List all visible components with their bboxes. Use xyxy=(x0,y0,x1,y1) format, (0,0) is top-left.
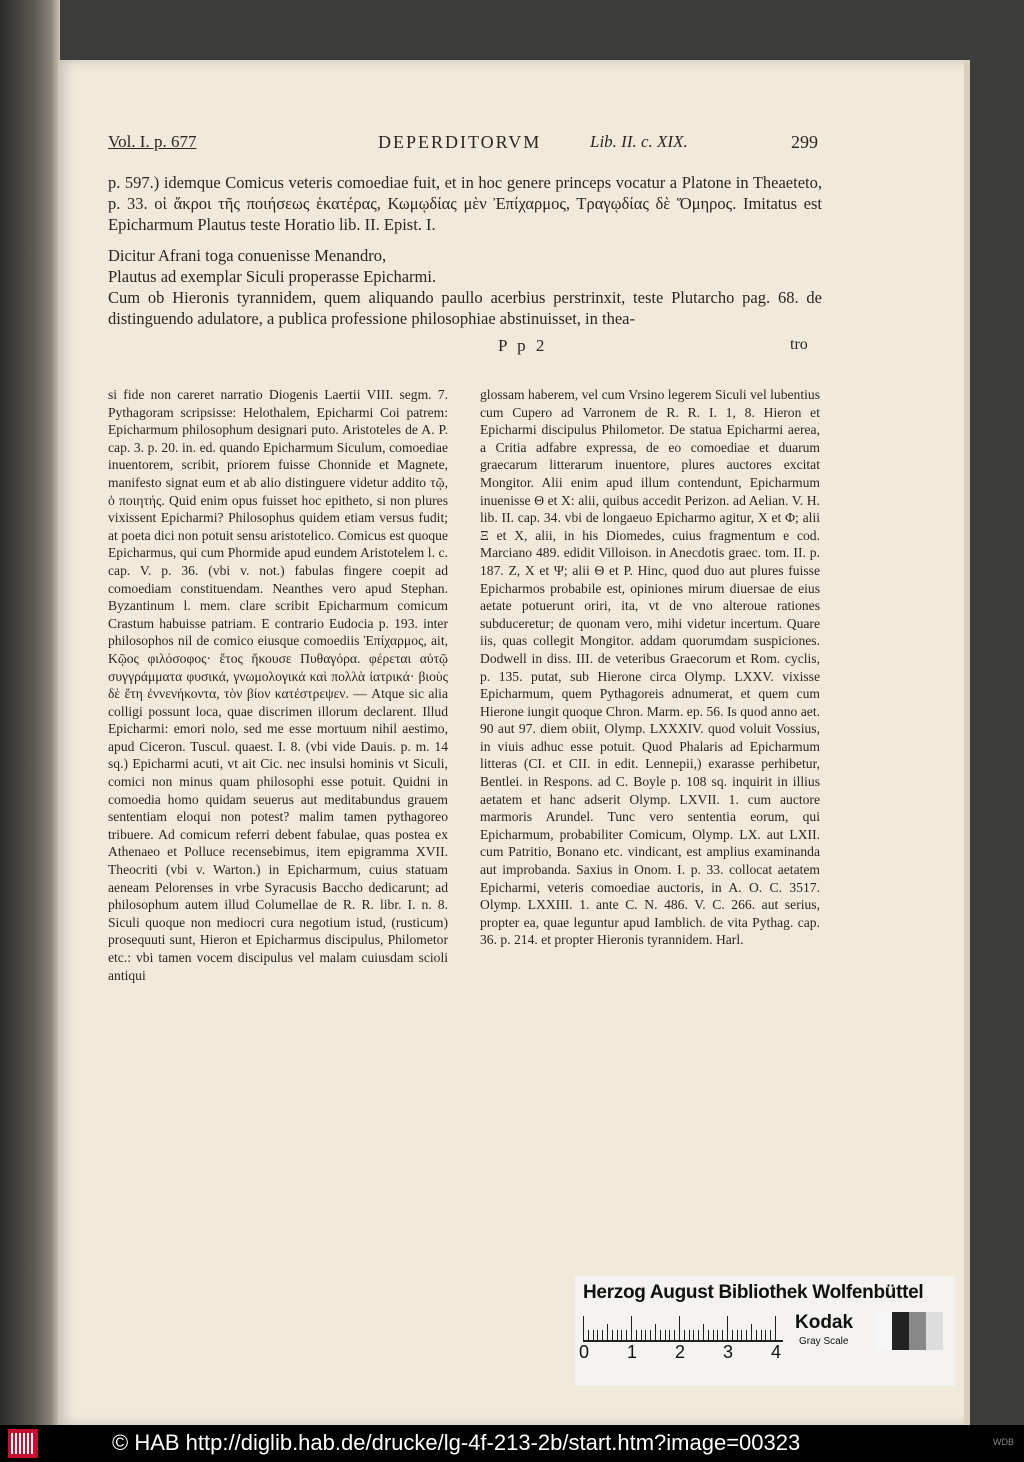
ruler-tick xyxy=(665,1330,666,1340)
ruler-tick xyxy=(732,1330,733,1340)
ruler-number: 0 xyxy=(579,1342,590,1362)
book-spine xyxy=(0,0,60,1425)
catchword: tro xyxy=(790,336,808,353)
ruler-tick xyxy=(770,1330,771,1340)
ruler-tick xyxy=(751,1324,752,1340)
ruler-tick xyxy=(655,1324,656,1340)
ruler-tick xyxy=(641,1330,642,1340)
volume-reference: Vol. I. p. 677 xyxy=(108,132,197,151)
ruler-tick xyxy=(617,1330,618,1340)
ruler-number: 3 xyxy=(723,1342,734,1362)
ruler-tick xyxy=(746,1330,747,1340)
footnote-column-left xyxy=(108,386,448,984)
page-edge xyxy=(964,60,970,1425)
ruler-tick xyxy=(698,1330,699,1340)
running-header xyxy=(108,132,818,158)
ruler-tick xyxy=(650,1330,651,1340)
ruler-tick xyxy=(775,1316,776,1340)
ruler-tick xyxy=(602,1330,603,1340)
ruler-tick xyxy=(583,1316,584,1340)
kodak-brand: Kodak xyxy=(795,1312,854,1333)
paragraph: Cum ob Hieronis tyrannidem, quem aliquando paullo acerbius perstrinxit, teste Plutarcho pag. 68. de distinguendo adulatore, a publica professione philosophiae abstinuisset, in thea- xyxy=(108,288,822,328)
ruler-tick xyxy=(765,1330,766,1340)
ruler-tick xyxy=(645,1330,646,1340)
signature-mark: P p 2 xyxy=(498,336,548,355)
ruler-tick xyxy=(636,1330,637,1340)
ruler-number: 4 xyxy=(771,1342,782,1362)
ruler-tick xyxy=(693,1330,694,1340)
ruler-tick xyxy=(722,1330,723,1340)
ruler-tick xyxy=(761,1330,762,1340)
footnote-text: si fide non careret narratio Diogenis Laertii VIII. segm. 7. Pythagoram scripsisse: Helothalem, Epicharmi Coi patrem: Epicharmum philosophum designari puto. Aristoteles de A. P. cap. 3. p. 20. in. ed. quando Epicharmum Siculum, comoediae inuentorem, scribit, priorem fuisse Chonnide et Magnete, manifesto signat eum et ab alio distinguere videtur addito τῷ, ὁ ποιητής. Quid enim opus fuisset hoc epitheto, si non plures vixissent Epicharmi? Philosophus quidem etiam versus fudit; at poeta dici non potuit sensu aristotelico. Comicus est quoque Epicharmus, qui cum Phormide apud eundem Aristotelem l. c. cap. V. p. 36. (vbi v. not.) fabulas fingere coepit ad comoediam constituendam. Neanthes vero apud Stephan. Byzantinum l. mem. clare scribit Epicharmum comicum Crastum habuisse patriam. E contrario Eudocia p. 193. inter philosophos nil de comico eiusque comoediis Ἐπίχαρμος, ait, Κῷος φιλόσοφος· ἔτος ἤκουσε Πυθαγόρα. φέρεται αὐτῷ συγγράμματα φυσικά, γνωμολογικά καὶ πολλὰ ἰατρικά· βιοὺς δὲ ἔτη ἐννενήκοντα, τὸν βίον κατέστρεψεν. — Atque sic alia colligi possunt loca, quae discrimen illorum declarent. Illud Epicharmi: emori nolo, sed me esse mortuum nihil aestimo, apud Ciceron. Tuscul. quaest. I. 8. (vbi vide Dauis. p. m. 14 sq.) Epicharmi acuti, vt ait Cic. nec insulsi hominis vt Siculi, comici non minus quam philosophi esse potuit. Quidni in comoedia homo quidam seuerus aut meditabundus grauem sententiam eloqui non potest? malim tamen pythagoreo tribuere. Ad comicum referri debent fabulae, quas postea ex Athenaeo et Polluce recensebimus, item epigramma XVII. Theocriti (vbi v. Warton.) in Epicharmum, cuius statuam aeneam Pelorenses in vrbe Syracusis Baccho dedicarunt; ad philosophum autem illud Columellae de R. R. libr. I. n. 8. Siculi quoque non mediocri cura negotium istud, (rusticum) prosequuti sunt, Hieron et Epicharmus discipulus, Philometor etc.: vbi tamen vocem discipulus vel malam cuiusdam scioli antiqui xyxy=(108,387,448,983)
ruler-tick xyxy=(717,1330,718,1340)
upper-text-block xyxy=(108,172,822,329)
footnote-column-right xyxy=(480,386,820,949)
ruler-tick xyxy=(756,1330,757,1340)
ruler-tick xyxy=(708,1330,709,1340)
paragraph: p. 597.) idemque Comicus veteris comoediae fuit, et in hoc genere princeps vocatur a Platone in Theaeteto, p. 33. οἱ ἄκροι τῆς ποιήσεως ἑκατέρας, Κωμῳδίας μὲν Ἐπίχαρμος, Τραγῳδίας δὲ Ὅμηρος. Imitatus est Epicharmum Plautus teste Horatio lib. II. Epist. I. xyxy=(108,173,822,234)
ruler-tick xyxy=(727,1316,728,1340)
gray-swatch xyxy=(892,1312,909,1350)
footnote-text: glossam haberem, vel cum Vrsino legerem Siculi vel lubentius cum Cupero ad Varronem de R. R. I. 1, 8. Hieron et Epicharmi discipulus Philometor. De statua Epicharmi aerea, a Critia adfabre expressa, de eo comoediae et duarum graecarum litterarum inuentore, plures auctores excitat Mongitor. Alii enim apud illum contendunt, Epicharmum inuenisse Θ et X: alii, quibus accedit Perizon. ad Aelian. V. H. lib. II. cap. 34. vbi de longaeuo Epicharmo agitur, X et Φ; alii Ξ et X, alii, in his Diomedes, cuius fragmentum e cod. Marciano 489. edidit Villoison. in Anecdotis graec. tom. II. p. 187. Z, X et Ψ; alii Θ et P. Hinc, quod duo aut plures fuisse Epicharmos probabile est, opiniones mirum diuersae de eius aetate potuerunt oriri, ita, vt de vno alteroue rationes subduceretur; de quonam vero, mihi videtur incertum. Quare iis, quas collegit Mongitor. addam quorumdam suspiciones. Dodwell in diss. III. de veteribus Graecorum et Rom. cyclis, p. 135. putat, sub Hierone circa Olymp. LXXV. vixisse Epicharmum, quem Pythagoreis adnumerat, et quem cum Hierone iungit quoque Chron. Marm. ep. 56. Is quod anno aet. 90 aut 97. diem obiit, Olymp. LXXXIV. quod voluit Vossius, in viuis adhuc esse potuit. Quod Phalaris ad Epicharmum litteras (CI. et CII. in edit. Lennepii,) exarasse perhibetur, Bentlei. in Respons. ad C. Boyle p. 108 sq. inquirit in illius aetatem et hanc adserit Olymp. LXVII. 1. cum auctore marmoris Arundel. Tunc vero sententia eorum, qui Epicharmum, probabiliter Comicum, Olymp. LX. aut LXII. cum Patritio, Bonano etc. vindicant, est amplius examinanda aut improbanda. Saxius in Onom. I. p. 33. collocat aetatem Epicharmi, veteris comoediae auctoris, in A. O. C. 3517. Olymp. LXXIII. 1. ante C. N. 486. V. C. 266. aut serius, propter ea, quae leguntur apud Iamblich. de vita Pythag. cap. 36. p. 214. et propter Hieronis tyrannidem. Harl. xyxy=(480,387,820,948)
section-reference: Lib. II. c. XIX. xyxy=(590,132,688,151)
ruler-tick xyxy=(612,1330,613,1340)
library-color-target xyxy=(575,1276,955,1386)
library-label: Herzog August Bibliothek Wolfenbüttel xyxy=(583,1282,924,1303)
gray-scale-label: Gray Scale xyxy=(799,1336,849,1347)
corner-mark: WDB xyxy=(993,1437,1014,1447)
ruler-tick xyxy=(593,1330,594,1340)
ruler-tick xyxy=(588,1330,589,1340)
scale-ruler xyxy=(583,1314,783,1342)
verse-line: Dicitur Afrani toga conuenisse Menandro, xyxy=(108,246,387,265)
ruler-tick xyxy=(703,1324,704,1340)
ruler-tick xyxy=(669,1330,670,1340)
ruler-tick xyxy=(631,1316,632,1340)
running-title: DEPERDITORVM xyxy=(378,132,542,152)
verse-line: Plautus ad exemplar Siculi properasse Epicharmi. xyxy=(108,267,437,286)
gray-swatch xyxy=(875,1312,892,1350)
book-page xyxy=(58,60,968,1425)
ruler-tick xyxy=(621,1330,622,1340)
ruler-tick xyxy=(737,1330,738,1340)
ruler-tick xyxy=(607,1324,608,1340)
ruler-tick xyxy=(679,1316,680,1340)
footer-bar xyxy=(0,1425,1024,1462)
gray-swatch xyxy=(926,1312,943,1350)
ruler-number: 1 xyxy=(627,1342,638,1362)
ruler-number: 2 xyxy=(675,1342,686,1362)
ruler-tick xyxy=(626,1330,627,1340)
ruler-tick xyxy=(713,1330,714,1340)
page-number: 299 xyxy=(791,132,818,152)
ruler-tick xyxy=(741,1330,742,1340)
ruler-tick xyxy=(674,1330,675,1340)
ruler-tick xyxy=(684,1330,685,1340)
ruler-tick xyxy=(660,1330,661,1340)
gray-swatches xyxy=(875,1312,943,1350)
copyright-url[interactable]: © HAB http://diglib.hab.de/drucke/lg-4f-213-2b/start.htm?image=00323 xyxy=(112,1430,801,1455)
ruler-tick xyxy=(597,1330,598,1340)
hab-logo-icon xyxy=(8,1429,38,1458)
gray-swatch xyxy=(909,1312,926,1350)
ruler-tick xyxy=(689,1330,690,1340)
